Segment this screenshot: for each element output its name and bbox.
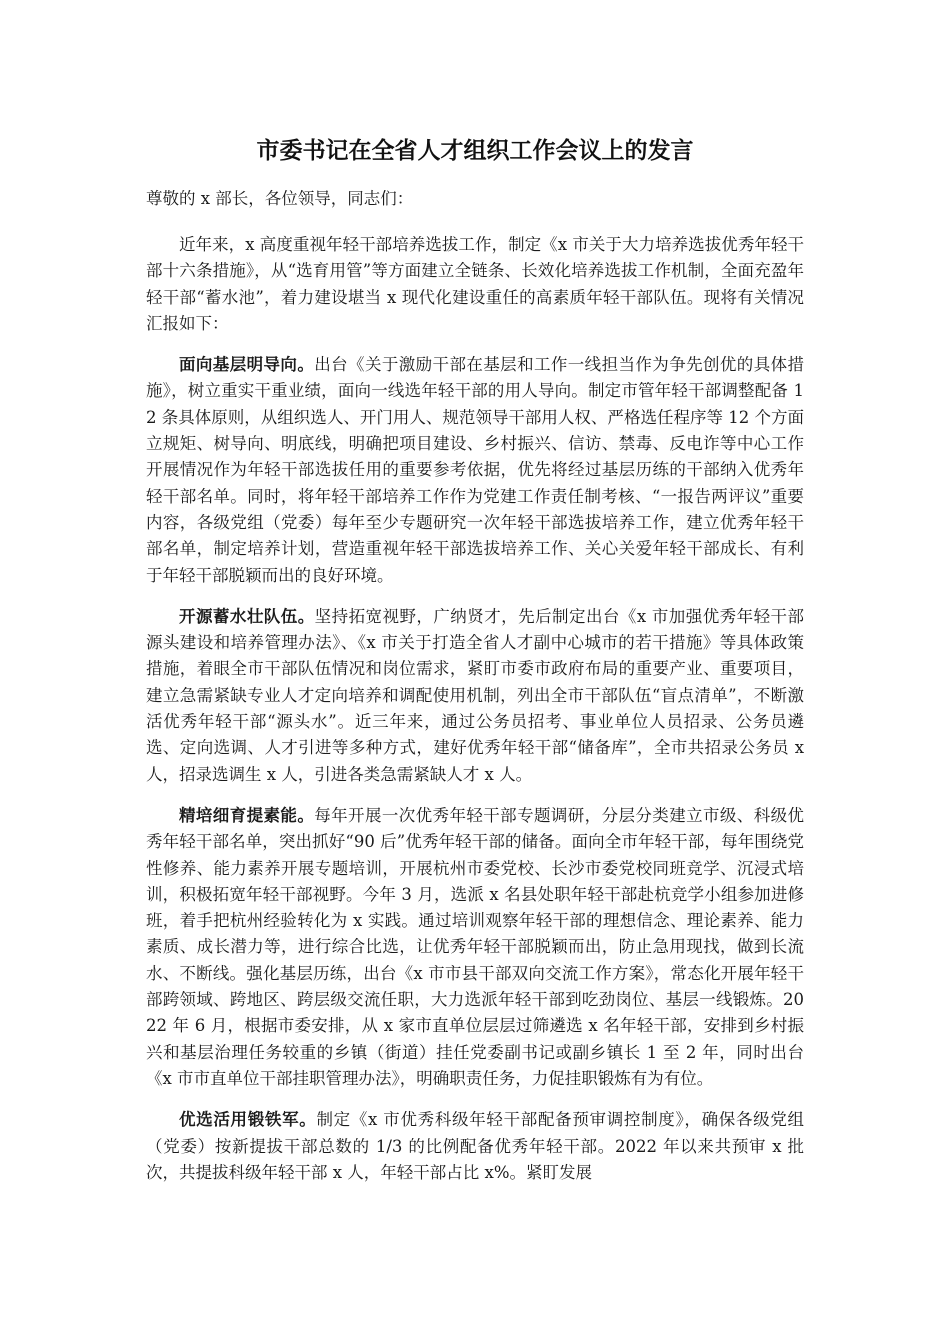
section-paragraph-3 [146,803,804,1092]
greeting-line: 尊敬的 x 部长，各位领导，同志们： [146,189,414,208]
section-paragraph-1 [146,352,804,589]
section-heading-3: 精培细育提素能。 [179,805,315,825]
section-text-2: 坚持拓宽视野，广纳贤才，先后制定出台《x 市加强优秀年轻干部源头建设和培养管理办法》、《x 市关于打造全省人才副中心城市的若干措施》等具体政策措施，着眼全市干部队伍情况和岗位需求，紧盯市委市政府布局的重要产业、重要项目，建立急需紧缺专业人才定向培养和调配使用机制，列出全市干部队伍“盲点清单”，不断激活优秀年轻干部“源头水”。近三年来，通过公务员招考、事业单位人员招录、公务员遴选、定向选调、人才引进等多种方式，建好优秀年轻干部“储备库”，全市共招录公务员 x 人，招录选调生 x 人，引进各类急需紧缺人才 x 人。 [146,606,804,784]
intro-paragraph: 近年来，x 高度重视年轻干部培养选拔工作，制定《x 市关于大力培养选拔优秀年轻干部十六条措施》，从“选育用管”等方面建立全链条、长效化培养选拔工作机制，全面充盈年轻干部“蓄水池”，着力建设堪当 x 现代化建设重任的高素质年轻干部队伍。现将有关情况汇报如下： [146,235,804,333]
document-title: 市委书记在全省人才组织工作会议上的发言 [256,138,694,164]
document-page [146,134,804,1201]
section-heading-1: 面向基层明导向。 [179,355,315,375]
section-text-3: 每年开展一次优秀年轻干部专题调研，分层分类建立市级、科级优秀年轻干部名单，突出抓好“90 后”优秀年轻干部的储备。面向全市年轻干部，每年围绕党性修养、能力素养开展专题培训，开展杭州市委党校、长沙市委党校同班竞学、沉浸式培训，积极拓宽年轻干部视野。今年 3 月，选派 x 名县处职年轻干部赴杭竞学小组参加进修班，着手把杭州经验转化为 x 实践。通过培训观察年轻干部的理想信念、理论素养、能力素质、成长潜力等，进行综合比选，让优秀年轻干部脱颖而出，防止急用现找，做到长流水、不断线。强化基层历练，出台《x 市市县干部双向交流工作方案》，常态化开展年轻干部跨领域、跨地区、跨层级交流任职，大力选派年轻干部到吃劲岗位、基层一线锻炼。2022 年 6 月，根据市委安排，从 x 家市直单位层层过筛遴选 x 名年轻干部，安排到乡村振兴和基层治理任务较重的乡镇（街道）挂任党委副书记或副乡镇长 1 至 2 年，同时出台《x 市市直单位干部挂职管理办法》，明确职责任务，力促挂职锻炼有为有位。 [146,805,805,1088]
section-heading-2: 开源蓄水壮队伍。 [179,606,315,626]
section-paragraph-2 [146,604,804,788]
section-paragraph-4 [146,1107,804,1186]
section-text-4: 制定《x 市优秀科级年轻干部配备预审调控制度》，确保各级党组（党委）按新提拔干部总数的 1/3 的比例配备优秀年轻干部。2022 年以来共预审 x 批次，共提拔科级年轻干部 x 人，年轻干部占比 x%。紧盯发展 [146,1110,805,1182]
section-heading-4: 优选活用锻铁军。 [179,1110,317,1130]
section-text-1: 出台《关于激励干部在基层和工作一线担当作为争先创优的具体措施》，树立重实干重业绩，面向一线选年轻干部的用人导向。制定市管年轻干部调整配备 12 条具体原则，从组织选人、开门用人、规范领导干部用人权、严格选任程序等 12 个方面立规矩、树导向、明底线，明确把项目建设、乡村振兴、信访、禁毒、反电诈等中心工作开展情况作为年轻干部选拔任用的重要参考依据，优先将经过基层历练的干部纳入优秀年轻干部名单。同时，将年轻干部培养工作作为党建工作责任制考核、“一报告两评议”重要内容，各级党组（党委）每年至少专题研究一次年轻干部选拔培养工作，建立优秀年轻干部名单，制定培养计划，营造重视年轻干部选拔培养工作、关心关爱年轻干部成长、有利于年轻干部脱颖而出的良好环境。 [146,355,805,585]
